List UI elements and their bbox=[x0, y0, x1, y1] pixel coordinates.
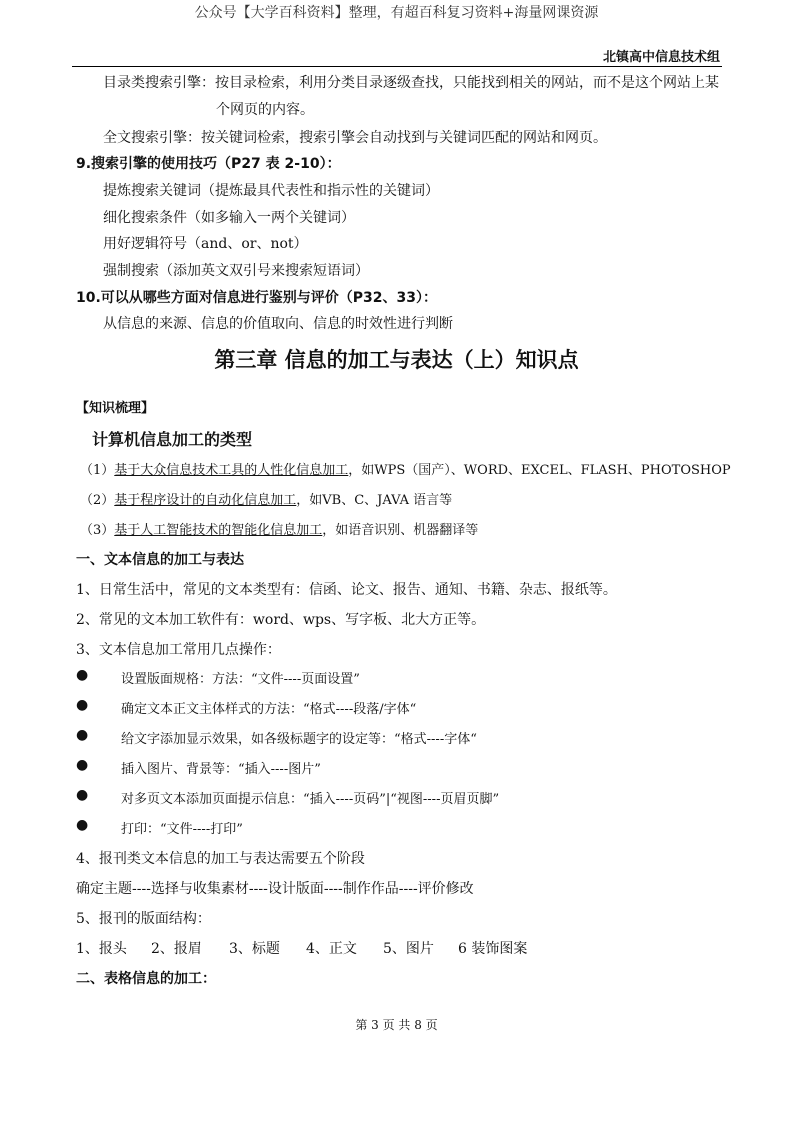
page-header: 北镇高中信息技术组 bbox=[602, 50, 720, 65]
q10-answer: 从信息的来源、信息的价值取向、信息的时效性进行判断 bbox=[103, 316, 453, 332]
bullet-dot: ● bbox=[76, 817, 89, 833]
operation-item: 插入图片、背景等：“插入----图片” bbox=[121, 762, 321, 777]
type-underlined: 基于大众信息技术工具的人性化信息加工 bbox=[114, 463, 349, 478]
type-item-2 bbox=[80, 489, 452, 508]
types-title: 计算机信息加工的类型 bbox=[92, 430, 253, 449]
knowledge-label: 【知识梳理】 bbox=[76, 401, 155, 416]
layout-part: 6 装饰图案 bbox=[458, 941, 528, 957]
q9-item: 强制搜索（添加英文双引号来搜索短语词） bbox=[103, 263, 369, 279]
item-1: 1、日常生活中，常见的文本类型有：信函、论文、报告、通知、书籍、杂志、报纸等。 bbox=[76, 582, 617, 598]
operation-item: 确定文本正文主体样式的方法：“格式----段落/字体“ bbox=[121, 702, 417, 717]
item-4-steps: 确定主题----选择与收集素材----设计版面----制作作品----评价修改 bbox=[76, 881, 474, 897]
operation-item: 对多页文本添加页面提示信息：“插入----页码”|“视图----页眉页脚” bbox=[121, 792, 500, 807]
layout-part: 1、报头 bbox=[76, 941, 127, 957]
q10-title: 10.可以从哪些方面对信息进行鉴别与评价（P32、33）： bbox=[76, 290, 438, 306]
layout-part: 2、报眉 bbox=[151, 941, 202, 957]
q9-item: 提炼搜索关键词（提炼最具代表性和指示性的关键词） bbox=[103, 183, 439, 199]
section-2-title: 二、表格信息的加工： bbox=[76, 971, 216, 987]
type-rest: ，如语音识别、机器翻译等 bbox=[322, 523, 479, 538]
bullet-dot: ● bbox=[76, 787, 89, 803]
item-5: 5、报刊的版面结构： bbox=[76, 911, 211, 927]
type-num: （1） bbox=[80, 463, 115, 478]
type-num: （3） bbox=[80, 523, 115, 538]
layout-part: 3、标题 bbox=[229, 941, 280, 957]
header-divider bbox=[72, 66, 722, 67]
type-item-1 bbox=[80, 459, 731, 478]
operation-item: 设置版面规格：方法：“文件----页面设置” bbox=[121, 672, 360, 687]
fulltext-engine: 全文搜索引擎：按关键词检索，搜索引擎会自动找到与关键词匹配的网站和网页。 bbox=[103, 130, 607, 146]
bullet-dot: ● bbox=[76, 727, 89, 743]
operation-item: 给文字添加显示效果，如各级标题字的设定等：“格式----字体“ bbox=[121, 732, 477, 747]
directory-engine-line1: 目录类搜索引擎：按目录检索，利用分类目录逐级查找，只能找到相关的网站，而不是这个网站上某 bbox=[103, 75, 719, 91]
layout-part: 5、图片 bbox=[383, 941, 434, 957]
layout-part: 4、正文 bbox=[306, 941, 357, 957]
item-3: 3、文本信息加工常用几点操作： bbox=[76, 642, 281, 658]
bullet-dot: ● bbox=[76, 757, 89, 773]
operation-item: 打印：“文件----打印” bbox=[121, 822, 243, 837]
bullet-dot: ● bbox=[76, 697, 89, 713]
q9-item: 细化搜索条件（如多输入一两个关键词） bbox=[103, 210, 355, 226]
type-num: （2） bbox=[80, 493, 115, 508]
page-footer: 第 3 页 共 8 页 bbox=[355, 1018, 438, 1032]
type-underlined: 基于人工智能技术的智能化信息加工 bbox=[114, 523, 323, 538]
chapter-title: 第三章 信息的加工与表达（上）知识点 bbox=[214, 348, 579, 372]
item-2: 2、常见的文本加工软件有：word、wps、写字板、北大方正等。 bbox=[76, 612, 486, 628]
watermark-text: 公众号【大学百科资料】整理，有超百科复习资料+海量网课资源 bbox=[194, 5, 599, 21]
type-rest: ，如WPS（国产）、WORD、EXCEL、FLASH、PHOTOSHOP bbox=[348, 463, 731, 478]
q9-title: 9.搜索引擎的使用技巧（P27 表 2-10）： bbox=[76, 156, 341, 172]
q9-item: 用好逻辑符号（and、or、not） bbox=[103, 236, 308, 252]
type-item-3 bbox=[80, 519, 478, 538]
section-1-title: 一、文本信息的加工与表达 bbox=[76, 552, 244, 568]
type-underlined: 基于程序设计的自动化信息加工 bbox=[114, 493, 297, 508]
type-rest: ，如VB、C、JAVA 语言等 bbox=[296, 493, 453, 508]
bullet-dot: ● bbox=[76, 667, 89, 683]
directory-engine-line2: 个网页的内容。 bbox=[216, 102, 314, 118]
item-4: 4、报刊类文本信息的加工与表达需要五个阶段 bbox=[76, 851, 365, 867]
